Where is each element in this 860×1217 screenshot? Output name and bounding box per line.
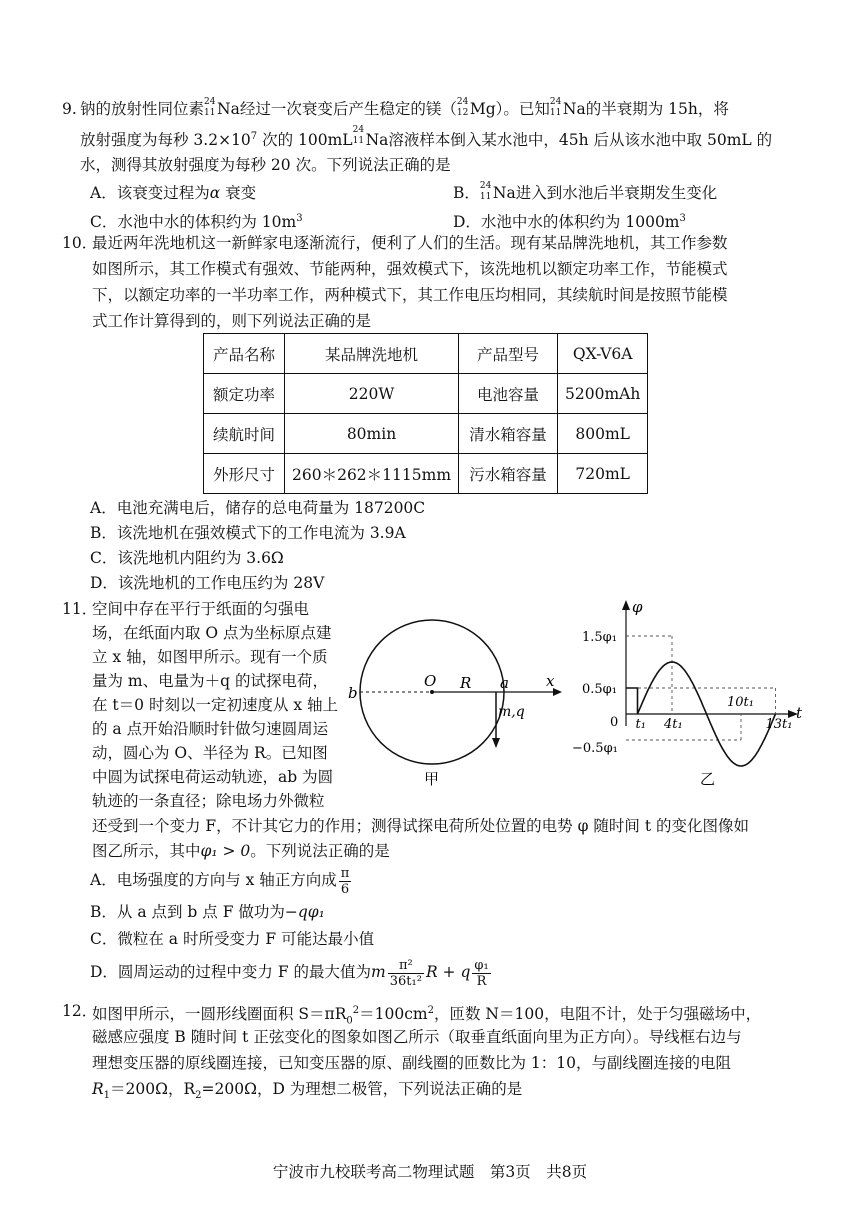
q9-number: 9. bbox=[62, 100, 77, 118]
q11-option-c: C．微粒在 a 时所受变力 F 可能达最小值 bbox=[90, 930, 375, 948]
table-cell: 外形尺寸 bbox=[204, 454, 285, 494]
table-cell: 清水箱容量 bbox=[459, 414, 558, 454]
figure-yi-chart bbox=[572, 596, 810, 796]
table-cell: 5200mAh bbox=[558, 374, 648, 414]
velocity-arrowhead bbox=[492, 738, 500, 748]
q10-number: 10． bbox=[62, 234, 98, 252]
q10-option-c: C．该洗地机内阻约为 3.6Ω bbox=[90, 549, 284, 567]
fraction-pi2-over-36t1: $\frac{\text{π²}}{\text{36t₁²}}$ bbox=[389, 957, 422, 989]
q10-option-b: B．该洗地机在强效模式下的工作电流为 3.9A bbox=[90, 524, 406, 542]
table-cell: 产品名称 bbox=[204, 334, 285, 374]
x-tick-label-t1: t₁ bbox=[635, 717, 646, 732]
x-tick-label-10t1: 10t₁ bbox=[727, 695, 754, 710]
y-tick-label-1.5: 1.5φ₁ bbox=[582, 630, 617, 645]
axis-label-phi: φ bbox=[632, 598, 643, 616]
table-cell: 800mL bbox=[558, 414, 648, 454]
table-cell: 额定功率 bbox=[204, 374, 285, 414]
caption-jia: 甲 bbox=[424, 770, 440, 788]
q11-line-4: 量为 m、电量为＋q 的试探电荷， bbox=[92, 672, 328, 690]
table-row bbox=[204, 334, 648, 374]
q11-line-6: 的 a 点开始沿顺时针做匀速圆周运 bbox=[92, 720, 329, 738]
q11-line-7: 动，圆心为 O、半径为 R。已知图 bbox=[92, 744, 328, 762]
y-axis-arrow bbox=[622, 600, 630, 610]
label-b: b bbox=[348, 684, 358, 702]
table-cell: 产品型号 bbox=[459, 334, 558, 374]
fraction-phi1-over-R: $\frac{\text{φ₁}}{R}$ bbox=[474, 957, 489, 989]
table-row bbox=[204, 454, 648, 494]
q10-line-2: 如图所示，其工作模式有强效、节能两种，强效模式下，该洗地机以额定功率工作，节能模式 bbox=[92, 260, 728, 278]
table-cell: 80min bbox=[285, 414, 459, 454]
table-cell: 污水箱容量 bbox=[459, 454, 558, 494]
x-tick-label-4t1: 4t₁ bbox=[664, 717, 683, 732]
q9-option-a: A．该衰变过程为α 衰变 bbox=[90, 184, 257, 202]
q11-full-line-1: 还受到一个变力 F，不计其它力的作用；测得试探电荷所处位置的电势 φ 随时间 t 的变化图像如 bbox=[92, 817, 749, 835]
table-cell: 720mL bbox=[558, 454, 648, 494]
figure-jia bbox=[350, 600, 570, 800]
table-cell: QX-V6A bbox=[558, 334, 648, 374]
q9-option-b: B． 24 11 Na进入到水池后半衰期发生变化 bbox=[453, 181, 718, 202]
label-mq: m,q bbox=[498, 704, 525, 720]
q10-option-a: A．电池充满电后，储存的总电荷量为 187200C bbox=[90, 499, 426, 517]
table-row bbox=[204, 414, 648, 454]
q11-option-d: D．圆周运动的过程中变力 F 的最大值为m $\frac{\text{π²}}{\text{36t₁²}}$ R + q $\frac{\text{φ₁}}{R}$ bbox=[90, 957, 489, 989]
q10-option-d: D．该洗地机的工作电压约为 28V bbox=[90, 574, 325, 592]
na-isotope-notation: 24 11 bbox=[479, 181, 492, 202]
na-isotope-notation: 24 11 bbox=[204, 97, 216, 118]
q11-option-b: B．从 a 点到 b 点 F 做功为−qφ₁ bbox=[90, 903, 325, 921]
q11-number: 11． bbox=[62, 600, 98, 618]
q11-option-a: A．电场强度的方向与 x 轴正方向成 $\frac{\pi}{6}$ bbox=[90, 865, 350, 897]
q9-line-1: 钠的放射性同位素 24 11 Na经过一次衰变后产生稳定的镁（ 24 12 Mg）。已知 24 11 Na的半衰期为 15h，将 bbox=[80, 97, 729, 118]
q11-line-9: 轨迹的一条直径；除电场力外微粒 bbox=[92, 792, 325, 810]
label-x: x bbox=[546, 672, 555, 690]
center-point bbox=[430, 690, 434, 694]
q11-line-2: 场，在纸面内取 O 点为坐标原点建 bbox=[92, 624, 332, 642]
q11-full-line-2: 图乙所示，其中φ₁ > 0。下列说法正确的是 bbox=[92, 842, 390, 860]
axis-label-t: t bbox=[796, 704, 803, 722]
table-cell: 220W bbox=[285, 374, 459, 414]
q9-line-3: 水，测得其放射强度为每秒 20 次。下列说法正确的是 bbox=[80, 156, 451, 174]
q9-option-c: C．水池中水的体积约为 $10m^3$ bbox=[90, 213, 303, 232]
q10-line-4: 式工作计算得到的，则下列说法正确的是 bbox=[92, 312, 372, 330]
fraction-pi-over-6: $\frac{\pi}{6}$ bbox=[340, 865, 350, 897]
q12-line-2: 磁感应强度 B 随时间 t 正弦变化的图象如图乙所示（取垂直纸面向里为正方向）。导线框右边与 bbox=[92, 1028, 742, 1046]
spec-table bbox=[203, 333, 648, 494]
na-isotope-notation: 24 11 bbox=[352, 125, 365, 146]
caption-yi: 乙 bbox=[700, 770, 716, 788]
q12-number: 12． bbox=[62, 1002, 98, 1020]
y-tick-label-minus-0.5: −0.5φ₁ bbox=[572, 741, 618, 756]
q10-line-3: 下，以额定功率的一半功率工作，两种模式下，其工作电压均相同，其续航时间是按照节能模 bbox=[92, 286, 728, 304]
q9-line-2: 放射强度为每秒 $3.2\times 10^7$ 次的 100mL 24 11 Na溶液样本倒入某水池中，45h 后从该水池中取 50mL 的 bbox=[80, 125, 773, 150]
mg-isotope-notation: 24 12 bbox=[456, 97, 469, 118]
page-footer: 宁波市九校联考高二物理试题 第3页 共8页 bbox=[272, 1163, 588, 1181]
q10-line-1: 最近两年洗地机这一新鲜家电逐渐流行，便利了人们的生活。现有某品牌洗地机，其工作参数 bbox=[92, 234, 728, 252]
table-cell: 续航时间 bbox=[204, 414, 285, 454]
q11-line-1: 空间中存在平行于纸面的匀强电 bbox=[92, 600, 310, 618]
q11-line-8: 中圆为试探电荷运动轨迹，ab 为圆 bbox=[92, 768, 334, 786]
label-a: a bbox=[500, 674, 509, 692]
label-R: R bbox=[460, 674, 472, 692]
q11-line-3: 立 x 轴，如图甲所示。现有一个质 bbox=[92, 648, 328, 666]
q9-option-d: D．水池中水的体积约为 $1000m^3$ bbox=[453, 213, 686, 232]
origin-label: 0 bbox=[610, 715, 619, 730]
table-row bbox=[204, 374, 648, 414]
x-tick-label-13t1: 13t₁ bbox=[765, 717, 793, 732]
table-cell: 260＊262＊1115mm bbox=[285, 454, 459, 494]
q11-line-5: 在 t＝0 时刻以一定初速度从 x 轴上 bbox=[92, 696, 339, 714]
y-tick-label-0.5: 0.5φ₁ bbox=[582, 682, 617, 697]
table-cell: 某品牌洗地机 bbox=[285, 334, 459, 374]
label-O: O bbox=[424, 672, 437, 690]
table-cell: 电池容量 bbox=[459, 374, 558, 414]
q12-line-1: 如图甲所示，一圆形线圈面积 $S=\pi R_0^2=100cm^2$，匝数 N＝100，电阻不计，处于匀强磁场中， bbox=[92, 1005, 762, 1027]
q12-line-3: 理想变压器的原线圈连接，已知变压器的原、副线圈的匝数比为 1：10，与副线圈连接的电阻 bbox=[92, 1054, 732, 1072]
na-isotope-notation: 24 11 bbox=[549, 97, 562, 118]
q12-line-4: $R_1=200\Omega$，$R_2=200\Omega$，D 为理想二极管，下列说法正确的是 bbox=[92, 1080, 523, 1102]
